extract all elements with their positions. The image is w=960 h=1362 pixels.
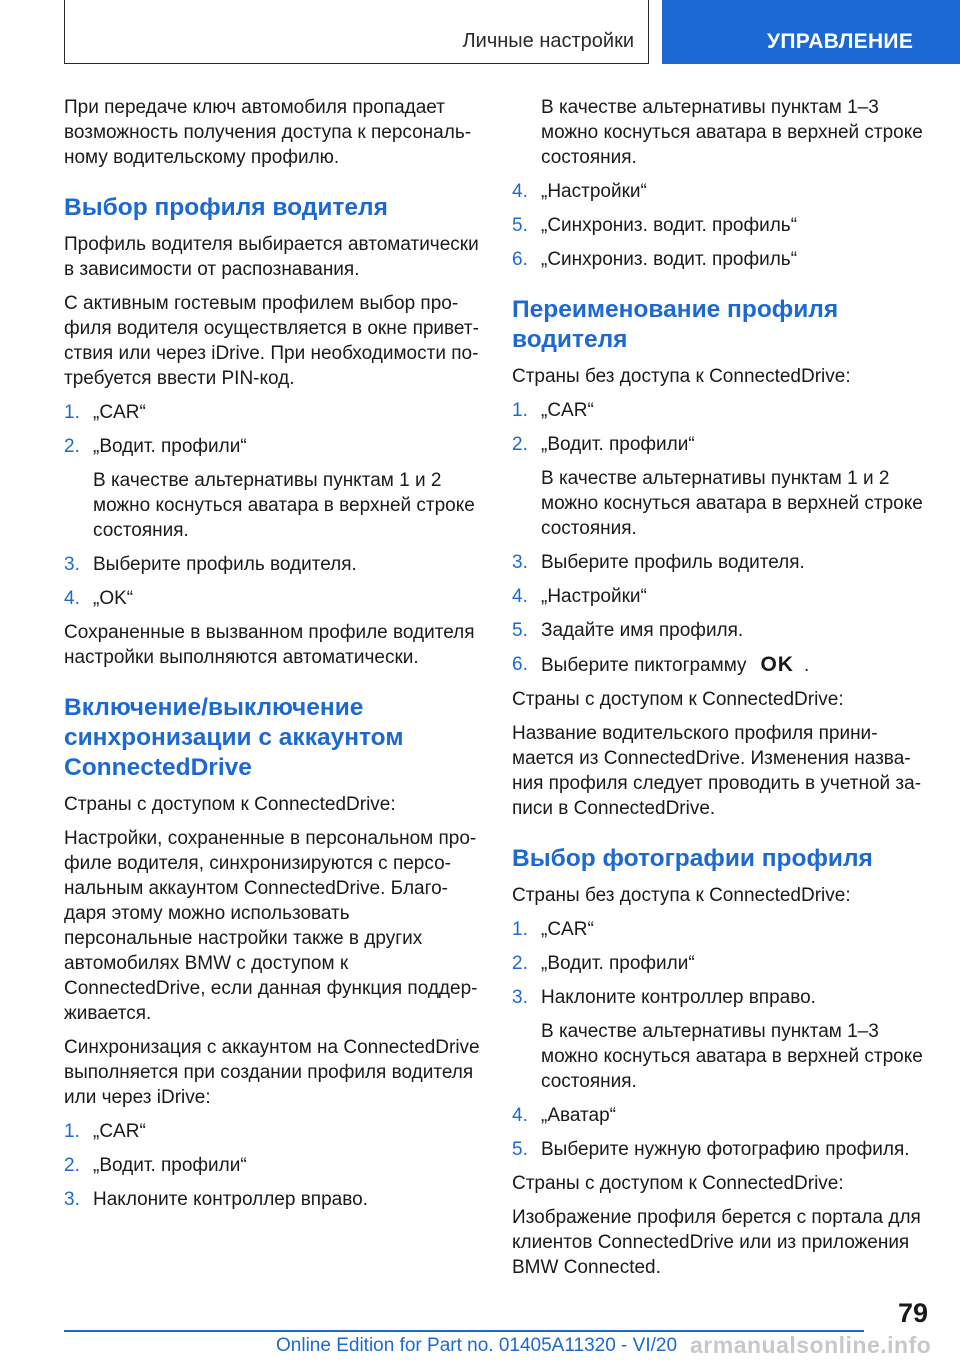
step-item <box>512 247 930 272</box>
paragraph: Страны с доступом к ConnectedDrive: <box>64 794 396 815</box>
step-text: Выберите профиль водителя. <box>93 554 357 575</box>
step-text: Наклоните контроллер вправо. <box>93 1189 368 1210</box>
steps-sync-continued <box>512 179 930 272</box>
step-text: Выберите пиктограмму <box>541 655 747 676</box>
step-text: „Водит. профили“ <box>541 434 695 455</box>
step-item <box>64 400 482 425</box>
step-text: „CAR“ <box>541 400 594 421</box>
step-number: 2. <box>512 953 528 974</box>
step-note: В качестве альтернативы пунктам 1–3 можно коснуться аватара в верхней строке состояния. <box>541 97 923 168</box>
step-number: 3. <box>64 554 80 575</box>
step-text: „Аватар“ <box>541 1105 616 1126</box>
step-number: 4. <box>64 588 80 609</box>
step-text: „CAR“ <box>93 1121 146 1142</box>
paragraph: Страны с доступом к ConnectedDrive: <box>512 689 844 710</box>
steps-rename <box>512 398 930 678</box>
heading-select-profile: Выбор профиля водителя <box>64 194 388 221</box>
step-item <box>64 552 482 577</box>
step-text-end: . <box>803 655 810 676</box>
step-item <box>64 586 482 611</box>
step-text: Выберите нужную фотографию профиля. <box>541 1139 910 1160</box>
step-text: „Водит. профили“ <box>93 436 247 457</box>
step-item <box>512 550 930 575</box>
paragraph: Страны с доступом к ConnectedDrive: <box>512 1173 844 1194</box>
step-number: 6. <box>512 654 528 675</box>
step-number: 1. <box>64 402 80 423</box>
intro-paragraph: При передаче ключ автомобиля пропадает возможность получения доступа к персональному водительскому профилю. <box>64 97 472 168</box>
step-item <box>512 1103 930 1128</box>
step-number: 4. <box>512 1105 528 1126</box>
step-text: „Настройки“ <box>541 181 647 202</box>
watermark: armanualsonline.info <box>690 1332 932 1358</box>
step-number: 5. <box>512 1139 528 1160</box>
step-item <box>64 434 482 543</box>
step-number: 2. <box>64 436 80 457</box>
step-text: „Синхрониз. водит. профиль“ <box>541 215 798 236</box>
section-title: Личные настройки <box>462 30 634 52</box>
step-number: 1. <box>512 919 528 940</box>
step-number: 2. <box>64 1155 80 1176</box>
step-item <box>512 179 930 204</box>
step-item <box>512 618 930 643</box>
ok-icon: OK <box>760 653 794 676</box>
step-text: „Водит. профили“ <box>93 1155 247 1176</box>
paragraph: Синхронизация с аккаунтом на ConnectedDrive выполняется при создании профиля водителя или через iDrive: <box>64 1037 480 1108</box>
paragraph: Сохраненные в вызванном профиле водителя настройки выполняются автоматически. <box>64 622 475 668</box>
paragraph: С активным гостевым профилем выбор профиля водителя осуществляется в окне приветствия или через iDrive. При необходимости потребуется ввести PIN-код. <box>64 293 479 389</box>
step-number: 3. <box>512 987 528 1008</box>
steps-photo <box>512 917 930 1162</box>
paragraph: Изображение профиля берется с портала для клиентов ConnectedDrive или из приложения BMW Connected. <box>512 1207 921 1278</box>
paragraph: Страны без доступа к ConnectedDrive: <box>512 366 851 387</box>
step-number: 2. <box>512 434 528 455</box>
step-item <box>64 1119 482 1144</box>
step-text: „Настройки“ <box>541 586 647 607</box>
step-item <box>512 985 930 1094</box>
step-number: 5. <box>512 215 528 236</box>
step-text: „Водит. профили“ <box>541 953 695 974</box>
step-item <box>64 1153 482 1178</box>
steps-select-profile <box>64 400 482 611</box>
step-text: Наклоните контроллер вправо. <box>541 987 816 1008</box>
paragraph: Настройки, сохраненные в персональном профиле водителя, синхронизируются с персональным аккаунтом ConnectedDrive. Благодаря этому можно использовать персональные настройки также в других автомобилях BMW с доступом к ConnectedDrive, если данная функция поддерживается. <box>64 828 478 1024</box>
left-column <box>64 95 482 1221</box>
step-text: Задайте имя профиля. <box>541 620 744 641</box>
header-frame <box>64 0 649 64</box>
step-item <box>512 652 930 678</box>
step-number: 4. <box>512 181 528 202</box>
step-item <box>512 951 930 976</box>
step-text: Выберите профиль водителя. <box>541 552 805 573</box>
paragraph: Профиль водителя выбирается автоматически в зависимости от распознавания. <box>64 234 479 280</box>
edition-text: Online Edition for Part no. 01405A11320 - VI/20 <box>276 1335 678 1356</box>
paragraph: Название водительского профиля принимается из ConnectedDrive. Изменения названия профиля следует проводить в учетной записи в ConnectedDrive. <box>512 723 922 819</box>
step-item <box>512 917 930 942</box>
heading-sync: Включение/выключение синхронизации с аккаунтом ConnectedDrive <box>64 694 404 781</box>
heading-photo: Выбор фотографии профиля <box>512 845 873 872</box>
step-item <box>64 1187 482 1212</box>
step-number: 4. <box>512 586 528 607</box>
step-note: В качестве альтернативы пунктам 1 и 2 можно коснуться аватара в верхней строке состояния. <box>541 468 923 539</box>
step-item <box>512 213 930 238</box>
step-item <box>512 1137 930 1162</box>
step-note: В качестве альтернативы пунктам 1 и 2 можно коснуться аватара в верхней строке состояния. <box>93 470 475 541</box>
step-text: „OK“ <box>93 588 134 609</box>
step-item <box>512 432 930 541</box>
step-number: 6. <box>512 249 528 270</box>
step-note: В качестве альтернативы пунктам 1–3 можно коснуться аватара в верхней строке состояния. <box>541 1021 923 1092</box>
step-text: „CAR“ <box>93 402 146 423</box>
steps-sync <box>64 1119 482 1212</box>
chapter-tab: УПРАВЛЕНИЕ <box>662 0 960 64</box>
page-number: 79 <box>897 1298 928 1328</box>
step-number: 1. <box>64 1121 80 1142</box>
step-number: 1. <box>512 400 528 421</box>
step-number: 3. <box>512 552 528 573</box>
step-item <box>512 584 930 609</box>
right-column <box>512 95 930 1289</box>
heading-rename: Переименование профиля водителя <box>512 296 839 353</box>
step-item <box>512 398 930 423</box>
paragraph: Страны без доступа к ConnectedDrive: <box>512 885 851 906</box>
step-number: 3. <box>64 1189 80 1210</box>
step-text: „Синхрониз. водит. профиль“ <box>541 249 798 270</box>
step-text: „CAR“ <box>541 919 594 940</box>
step-number: 5. <box>512 620 528 641</box>
